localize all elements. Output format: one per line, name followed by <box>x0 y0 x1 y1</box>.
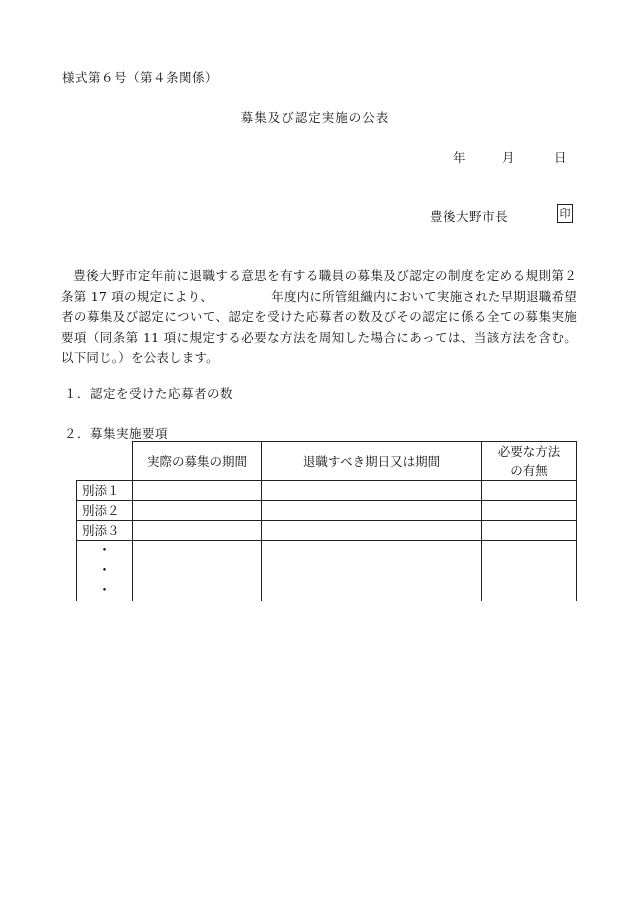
table-row-continued <box>77 561 577 581</box>
form-number: 様式第６号（第４条関係） <box>62 70 219 85</box>
ellipsis-dot: ・ <box>77 581 133 601</box>
recruitment-table <box>76 441 577 601</box>
cell-period <box>133 481 262 501</box>
table-row <box>77 521 577 541</box>
header-period: 実際の募集の期間 <box>133 442 262 481</box>
cell-empty <box>262 541 482 562</box>
cell-method <box>482 501 577 521</box>
cell-period <box>133 521 262 541</box>
ellipsis-dot: ・ <box>77 561 133 581</box>
cell-method <box>482 481 577 501</box>
issuer-name: 豊後大野市長 <box>430 209 509 224</box>
cell-empty <box>482 581 577 601</box>
cell-retirement-date <box>262 481 482 501</box>
cell-empty <box>133 541 262 562</box>
header-method-line1: 必要な方法 <box>497 444 561 459</box>
corner-cell <box>77 442 133 481</box>
cell-method <box>482 521 577 541</box>
table-row <box>77 481 577 501</box>
table-row-continued <box>77 581 577 601</box>
row-label: 別添３ <box>77 521 133 541</box>
section-1-heading: １．認定を受けた応募者の数 <box>64 386 234 401</box>
cell-retirement-date <box>262 501 482 521</box>
cell-empty <box>133 561 262 581</box>
ellipsis-dot: ・ <box>77 541 133 562</box>
table-header-row <box>77 442 577 481</box>
date-year-label: 年 <box>453 150 466 165</box>
table-row <box>77 501 577 521</box>
body-paragraph <box>61 266 577 369</box>
date-month-label: 月 <box>502 150 515 165</box>
body-text-part2: 年度内に所管組織内において実施された早期退職希望者の募集及び認定について、認定を受けた応募者の数及びその認定に係る全ての募集実施要項（同条第 11 項に規定する必要な方法を周知した場合にあっては、当該方法を含む。以下同じ。）を公表します。 <box>61 288 577 365</box>
cell-empty <box>482 561 577 581</box>
cell-retirement-date <box>262 521 482 541</box>
table-row-continued <box>77 541 577 562</box>
row-label: 別添２ <box>77 501 133 521</box>
cell-empty <box>133 581 262 601</box>
header-retirement-date: 退職すべき期日又は期間 <box>262 442 482 481</box>
cell-empty <box>482 541 577 562</box>
header-method <box>482 442 577 481</box>
cell-empty <box>262 581 482 601</box>
header-method-line2: の有無 <box>510 463 548 478</box>
document-title: 募集及び認定実施の公表 <box>240 110 390 125</box>
cell-empty <box>262 561 482 581</box>
section-2-heading: ２．募集実施要項 <box>64 426 169 441</box>
seal-mark: 印 <box>557 204 573 223</box>
cell-period <box>133 501 262 521</box>
body-text-part1: 豊後大野市定年前に退職する意思を有する職員の募集及び認定の制度を定める規則第２条第 17 項の規定により、 <box>61 268 577 304</box>
row-label: 別添１ <box>77 481 133 501</box>
date-day-label: 日 <box>554 150 567 165</box>
